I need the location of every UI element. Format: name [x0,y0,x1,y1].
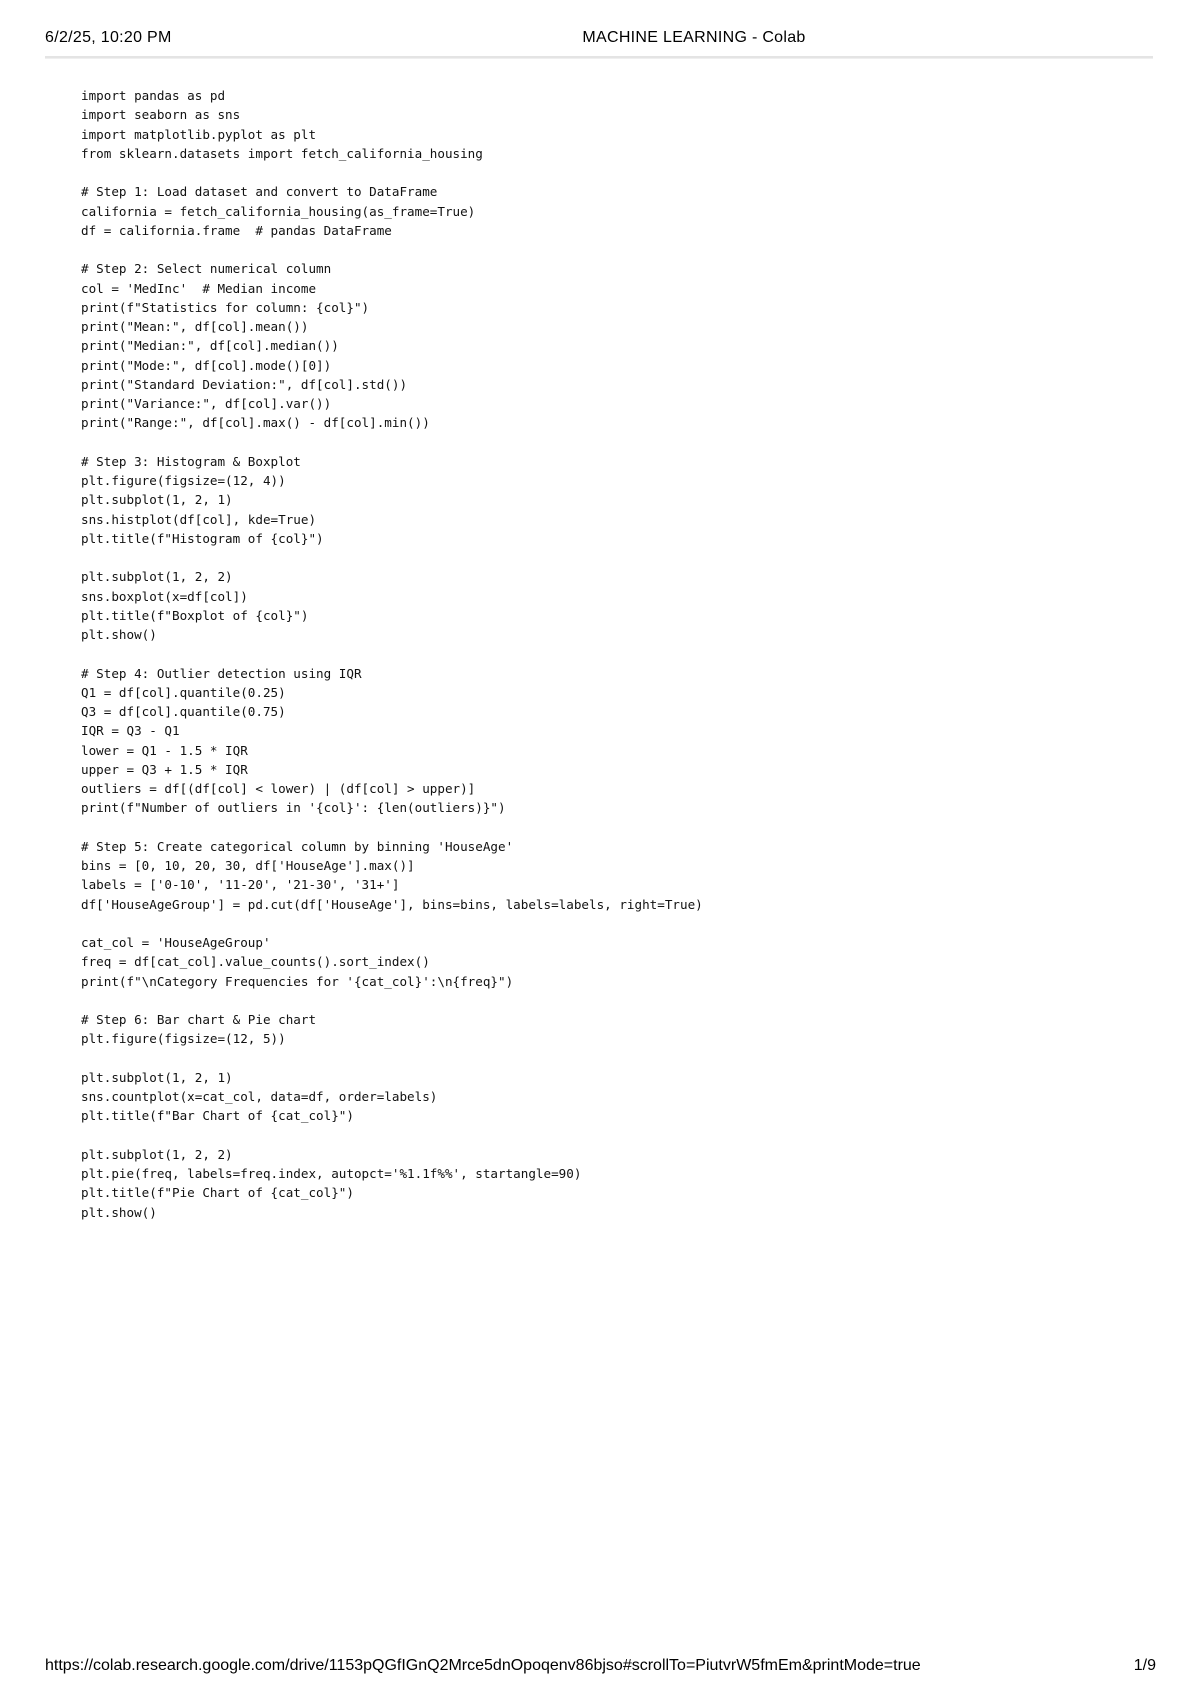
code-line: plt.figure(figsize=(12, 5)) [81,1031,286,1047]
code-line: plt.subplot(1, 2, 2) [81,569,233,585]
code-line: sns.boxplot(x=df[col]) [81,588,248,604]
code-line: df = california.frame # pandas DataFrame [81,222,392,238]
code-line: print("Range:", df[col].max() - df[col].min()) [81,415,430,431]
code-line: # Step 2: Select numerical column [81,261,332,277]
code-line: plt.title(f"Bar Chart of {cat_col}") [81,1108,354,1124]
code-line: print(f"\nCategory Frequencies for '{cat_col}':\n{freq}") [81,973,514,989]
print-footer [0,1650,1200,1680]
code-line: labels = ['0-10', '11-20', '21-30', '31+'] [81,877,400,893]
code-line: cat_col = 'HouseAgeGroup' [81,935,271,950]
code-line: print(f"Statistics for column: {col}") [81,299,370,315]
code-line: df['HouseAgeGroup'] = pd.cut(df['HouseAge'], bins=bins, labels=labels, right=True) [81,896,703,912]
code-line: print("Standard Deviation:", df[col].std()) [81,376,408,392]
code-line: Q1 = df[col].quantile(0.25) [81,684,286,700]
code-line: import pandas as pd [81,88,226,103]
code-line: freq = df[cat_col].value_counts().sort_index() [81,954,430,970]
page-number: 1/9 [1133,1657,1156,1674]
code-line: import matplotlib.pyplot as plt [81,126,317,142]
notebook-title: MACHINE LEARNING - Colab [582,29,806,46]
code-line: plt.subplot(1, 2, 2) [81,1146,233,1162]
code-line: plt.figure(figsize=(12, 4)) [81,473,286,488]
code-line: california = fetch_california_housing(as_frame=True) [81,203,476,219]
page-url: https://colab.research.google.com/drive/1153pQGfIGnQ2Mrce5dnOpoqenv86bjso#scrollTo=PiutvrW5fmEm&printMode=true [45,1657,921,1674]
code-line: plt.title(f"Histogram of {col}") [81,530,324,546]
code-line: plt.subplot(1, 2, 1) [81,1069,233,1085]
code-line: from sklearn.datasets import fetch_california_housing [81,145,483,161]
code-line: sns.countplot(x=cat_col, data=df, order=labels) [81,1089,438,1104]
code-line: plt.subplot(1, 2, 1) [81,492,233,508]
code-line: sns.histplot(df[col], kde=True) [81,511,317,527]
code-line: print(f"Number of outliers in '{col}': {len(outliers)}") [81,800,506,816]
code-line: plt.show() [81,627,157,642]
code-line: plt.title(f"Boxplot of {col}") [81,607,309,623]
code-line [81,163,1121,182]
code-line: IQR = Q3 - Q1 [81,723,180,739]
code-line [81,644,1121,663]
code-line [81,818,1121,837]
print-header [0,0,1200,58]
code-line: plt.show() [81,1204,157,1220]
code-line: print("Variance:", df[col].var()) [81,396,332,411]
code-line [81,914,1121,933]
code-line [81,240,1121,259]
code-line: # Step 1: Load dataset and convert to DataFrame [81,184,438,200]
code-line: # Step 6: Bar chart & Pie chart [81,1012,317,1027]
code-line: Q3 = df[col].quantile(0.75) [81,704,286,719]
code-line: lower = Q1 - 1.5 * IQR [81,742,248,758]
code-line: print("Mean:", df[col].mean()) [81,319,309,334]
code-cell[interactable] [81,86,1121,1222]
code-line: import seaborn as sns [81,107,241,123]
code-line: # Step 3: Histogram & Boxplot [81,453,301,469]
code-line [81,1049,1121,1068]
code-line: plt.pie(freq, labels=freq.index, autopct='%1.1f%%', startangle=90) [81,1166,582,1181]
code-line: bins = [0, 10, 20, 30, df['HouseAge'].max()] [81,858,415,873]
code-line: plt.title(f"Pie Chart of {cat_col}") [81,1185,354,1201]
code-line: outliers = df[(df[col] < lower) | (df[col] > upper)] [81,781,476,796]
code-line: # Step 5: Create categorical column by binning 'HouseAge' [81,838,514,854]
code-line: print("Mode:", df[col].mode()[0]) [81,357,332,373]
print-date: 6/2/25, 10:20 PM [45,29,172,46]
code-line [81,548,1121,567]
code-line: upper = Q3 + 1.5 * IQR [81,761,248,777]
code-line: print("Median:", df[col].median()) [81,338,339,354]
code-line: col = 'MedInc' # Median income [81,280,317,296]
code-line [81,991,1121,1010]
code-line [81,433,1121,452]
code-line [81,1126,1121,1145]
header-divider [45,56,1153,59]
code-line: # Step 4: Outlier detection using IQR [81,665,362,681]
